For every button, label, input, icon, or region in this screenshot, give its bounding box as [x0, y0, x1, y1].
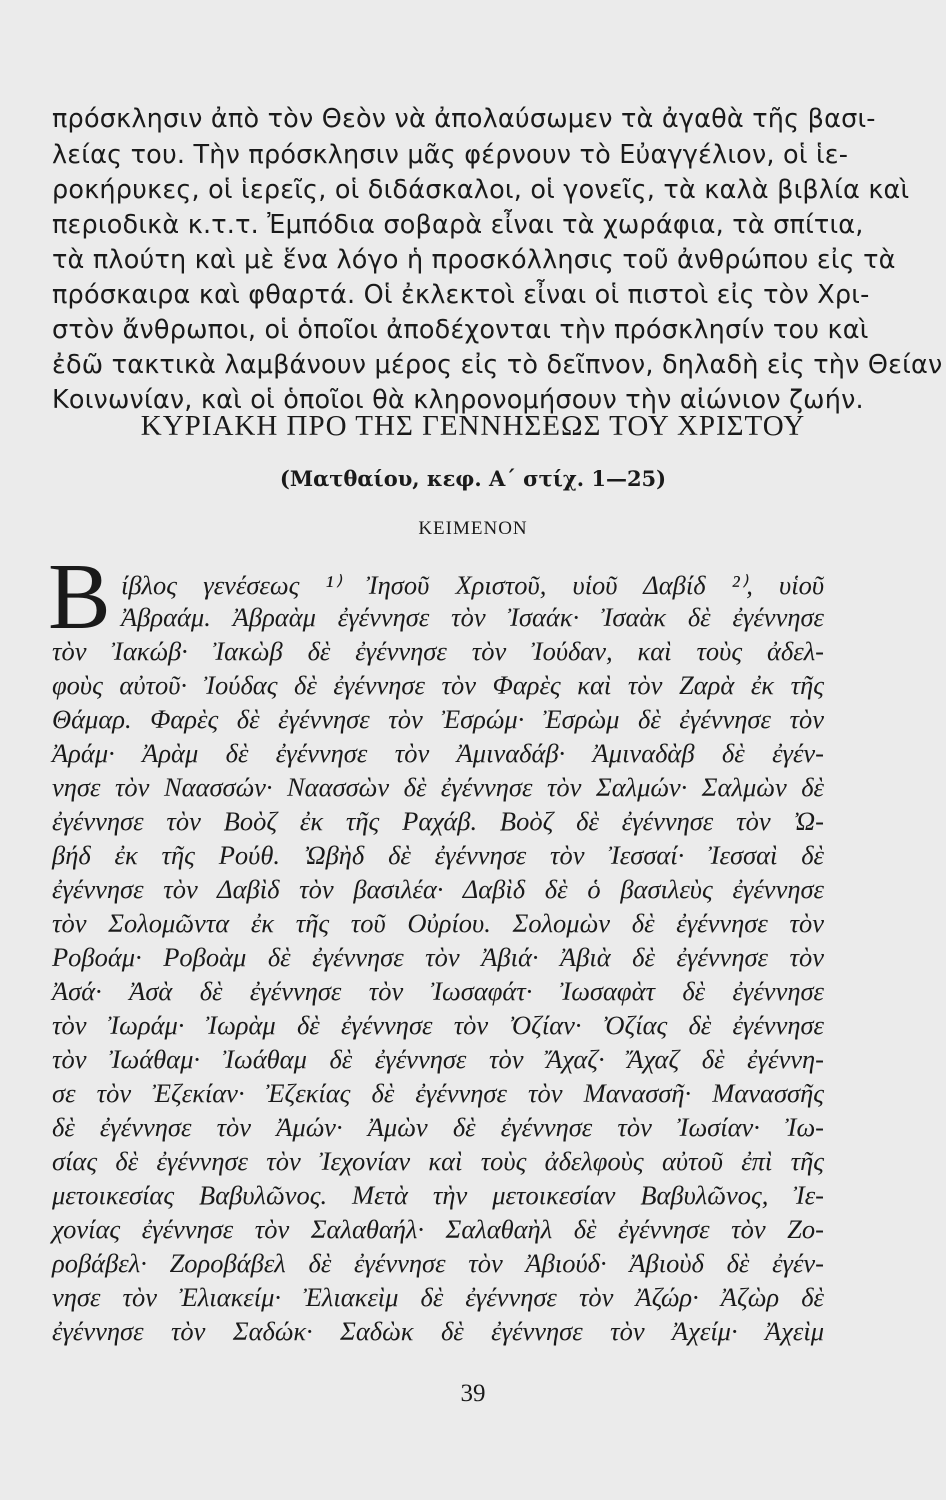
text-line: ίβλος γενέσεως ¹⁾ Ἰησοῦ Χριστοῦ, υἱοῦ Δαβίδ ²⁾, υἱοῦ: [121, 570, 824, 600]
intro-line: πρόσκαιρα καὶ φθαρτά. Οἱ ἐκλεκτοὶ εἶναι οἱ πιστοὶ εἰς τὸν Χρι-: [52, 280, 870, 310]
section-label: ΚΕΙΜΕΝΟΝ: [418, 518, 528, 539]
text-line: τὸν Σολομῶντα ἐκ τῆς τοῦ Οὐρίου. Σολομὼν δὲ ἐγέννησε τὸν: [52, 908, 824, 938]
intro-line: τὰ πλούτη καὶ μὲ ἕνα λόγο ἡ προσκόλλησις τοῦ ἀνθρώπου εἰς τὰ: [52, 245, 896, 275]
scripture-reference: (Ματθαίου, κεφ. Α΄ στίχ. 1—25): [279, 466, 667, 491]
intro-line: λείας του. Τὴν πρόσκλησιν μᾶς φέρνουν τὸ Εὐαγγέλιον, οἱ ἱε-: [52, 140, 849, 170]
text-line: χονίας ἐγέννησε τὸν Σαλαθαήλ· Σαλαθαὴλ δὲ ἐγέννησε τὸν Ζο-: [52, 1214, 824, 1244]
page-number: 39: [460, 1380, 486, 1407]
intro-line: πρόσκλησιν ἀπὸ τὸν Θεὸν νὰ ἀπολαύσωμεν τὰ ἀγαθὰ τῆς βασι-: [52, 104, 876, 134]
text-line: Θάμαρ. Φαρὲς δὲ ἐγέννησε τὸν Ἐσρώμ· Ἐσρὼμ δὲ ἐγέννησε τὸν: [52, 704, 824, 734]
drop-cap: Β: [48, 545, 111, 649]
text-line: νησε τὸν Ναασσών· Ναασσὼν δὲ ἐγέννησε τὸν Σαλμών· Σαλμὼν δὲ: [52, 772, 824, 802]
text-line: μετοικεσίας Βαβυλῶνος. Μετὰ τὴν μετοικεσίαν Βαβυλῶνος, Ἰε-: [52, 1180, 824, 1210]
intro-line: Κοινωνίαν, καὶ οἱ ὁποῖοι θὰ κληρονομήσουν τὴν αἰώνιον ζωήν.: [52, 385, 864, 415]
section-heading: ΚΥΡΙΑΚΗ ΠΡΟ ΤΗΣ ΓΕΝΝΗΣΕΩΣ ΤΟΥ ΧΡΙΣΤΟΥ: [140, 410, 806, 442]
text-line: ἐγέννησε τὸν Σαδώκ· Σαδὼκ δὲ ἐγέννησε τὸν Ἀχείμ· Ἀχεὶμ: [52, 1316, 824, 1346]
text-line: Ἀσά· Ἀσὰ δὲ ἐγέννησε τὸν Ἰωσαφάτ· Ἰωσαφὰτ δὲ ἐγέννησε: [52, 976, 824, 1006]
text-line: ἐγέννησε τὸν Βοὸζ ἐκ τῆς Ραχάβ. Βοὸζ δὲ ἐγέννησε τὸν Ὠ-: [52, 806, 824, 836]
text-line: φοὺς αὐτοῦ· Ἰούδας δὲ ἐγέννησε τὸν Φαρὲς καὶ τὸν Ζαρὰ ἐκ τῆς: [52, 670, 824, 700]
text-line: βήδ ἐκ τῆς Ρούθ. Ὠβὴδ δὲ ἐγέννησε τὸν Ἰεσσαί· Ἰεσσαὶ δὲ: [52, 840, 824, 870]
text-line: τὸν Ἰωάθαμ· Ἰωάθαμ δὲ ἐγέννησε τὸν Ἄχαζ· Ἄχαζ δὲ ἐγέννη-: [52, 1044, 824, 1074]
text-line: τὸν Ἰακώβ· Ἰακὼβ δὲ ἐγέννησε τὸν Ἰούδαν, καὶ τοὺς ἀδελ-: [52, 636, 824, 666]
text-line: νησε τὸν Ἐλιακείμ· Ἐλιακεὶμ δὲ ἐγέννησε τὸν Ἀζώρ· Ἀζὼρ δὲ: [52, 1282, 824, 1312]
text-line: Ροβοάμ· Ροβοὰμ δὲ ἐγέννησε τὸν Ἀβιά· Ἀβιὰ δὲ ἐγέννησε τὸν: [52, 942, 824, 972]
text-line: σίας δὲ ἐγέννησε τὸν Ἰεχονίαν καὶ τοὺς ἀδελφοὺς αὐτοῦ ἐπὶ τῆς: [52, 1146, 824, 1176]
intro-line: ἐδῶ τακτικὰ λαμβάνουν μέρος εἰς τὸ δεῖπνον, δηλαδὴ εἰς τὴν Θείαν: [52, 350, 943, 380]
intro-line: στὸν ἄνθρωποι, οἱ ὁποῖοι ἀποδέχονται τὴν πρόσκλησίν του καὶ: [52, 315, 869, 345]
text-line: Ἀβραάμ. Ἀβραὰμ ἐγέννησε τὸν Ἰσαάκ· Ἰσαὰκ δὲ ἐγέννησε: [121, 602, 824, 632]
text-line: δὲ ἐγέννησε τὸν Ἀμών· Ἀμὼν δὲ ἐγέννησε τὸν Ἰωσίαν· Ἰω-: [52, 1112, 824, 1142]
text-line: σε τὸν Ἐζεκίαν· Ἐζεκίας δὲ ἐγέννησε τὸν Μανασσῆ· Μανασσῆς: [52, 1078, 824, 1108]
text-line: ροβάβελ· Ζοροβάβελ δὲ ἐγέννησε τὸν Ἀβιούδ· Ἀβιοὺδ δὲ ἐγέν-: [52, 1248, 824, 1278]
text-line: τὸν Ἰωράμ· Ἰωρὰμ δὲ ἐγέννησε τὸν Ὀζίαν· Ὀζίας δὲ ἐγέννησε: [52, 1010, 824, 1040]
intro-line: ροκήρυκες, οἱ ἱερεῖς, οἱ διδάσκαλοι, οἱ γονεῖς, τὰ καλὰ βιβλία καὶ: [52, 175, 910, 205]
text-line: Ἀράμ· Ἀρὰμ δὲ ἐγέννησε τὸν Ἀμιναδάβ· Ἀμιναδὰβ δὲ ἐγέν-: [52, 738, 824, 768]
intro-line: περιοδικὰ κ.τ.τ. Ἐμπόδια σοβαρὰ εἶναι τὰ χωράφια, τὰ σπίτια,: [52, 210, 864, 240]
text-line: ἐγέννησε τὸν Δαβὶδ τὸν βασιλέα· Δαβὶδ δὲ ὁ βασιλεὺς ἐγέννησε: [52, 874, 824, 904]
